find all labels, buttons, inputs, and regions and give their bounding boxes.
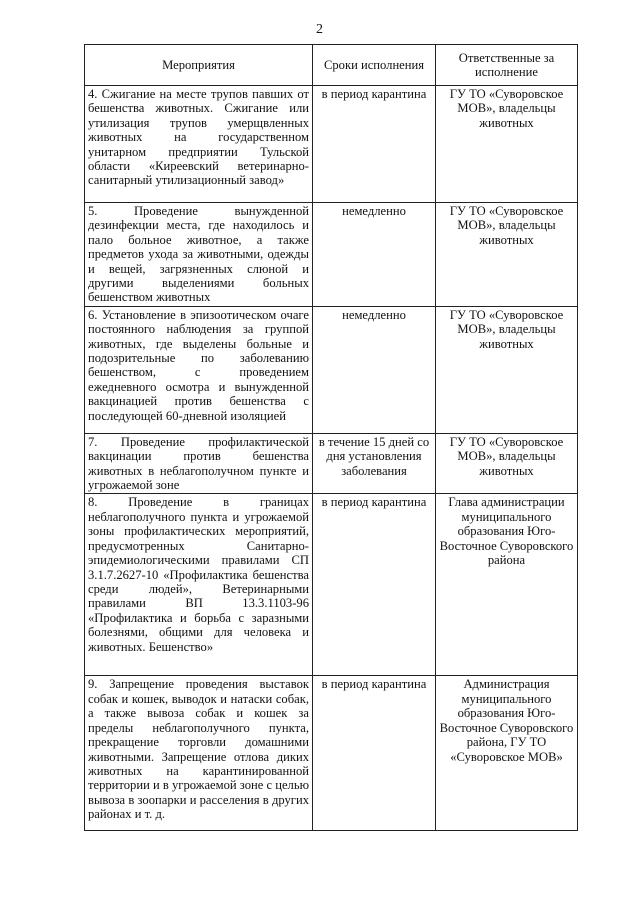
table-header-row (85, 45, 578, 86)
responsible-cell: ГУ ТО «Суворовское МОВ», владельцы животных (436, 306, 578, 433)
measure-cell: 7. Проведение профилактической вакцинации против бешенства животных в неблагополучном пункте и угрожаемой зоне (85, 433, 313, 494)
measure-cell: 5. Проведение вынужденной дезинфекции места, где находилось и пало больное животное, а также предметов ухода за животными, одежды и вещей, загрязненных слюной и другими выделениями больных бешенством животных (85, 203, 313, 307)
term-cell: в течение 15 дней со дня установления заболевания (313, 433, 436, 494)
measure-cell: 6. Установление в эпизоотическом очаге постоянного наблюдения за группой животных, где выделены больные и подозрительные по заболеванию бешенством, с проведением ежедневного осмотра и вынужденной вакцинацией против бешенства с последующей 60-дневной изоляцией (85, 306, 313, 433)
table-row (85, 203, 578, 307)
table-row (85, 306, 578, 433)
header-terms: Сроки исполнения (313, 45, 436, 86)
responsible-cell: Администрация муниципального образования Юго-Восточное Суворовского района, ГУ ТО «Суворовское МОВ» (436, 676, 578, 831)
responsible-cell: ГУ ТО «Суворовское МОВ», владельцы животных (436, 86, 578, 203)
header-measures: Мероприятия (85, 45, 313, 86)
header-responsible: Ответственные за исполнение (436, 45, 578, 86)
responsible-cell: ГУ ТО «Суворовское МОВ», владельцы животных (436, 433, 578, 494)
responsible-cell: ГУ ТО «Суворовское МОВ», владельцы животных (436, 203, 578, 307)
table-row (85, 86, 578, 203)
measure-cell: 8. Проведение в границах неблагополучного пункта и угрожаемой зоны профилактических мероприятий, предусмотренных Санитарно-эпидемиологическими правилами СП 3.1.7.2627-10 «Профилактика бешенства среди людей», Ветеринарными правилами ВП 13.3.1103-96 «Профилактика и борьба с заразными болезнями, общими для человека и животных. Бешенство» (85, 494, 313, 676)
table-row (85, 676, 578, 831)
term-cell: в период карантина (313, 676, 436, 831)
table-row (85, 494, 578, 676)
term-cell: в период карантина (313, 494, 436, 676)
term-cell: в период карантина (313, 86, 436, 203)
responsible-cell: Глава администрации муниципального образования Юго-Восточное Суворовского района (436, 494, 578, 676)
measure-cell: 9. Запрещение проведения выставок собак и кошек, выводок и натаски собак, а также вывоза собак и кошек за пределы неблагополучного пункта, прекращение торговли домашними животными. Запрещение отлова диких животных на карантинированной территории и в угрожаемой зоне с целью вывоза в зоопарки и расселения в других районах и т. д. (85, 676, 313, 831)
table-row (85, 433, 578, 494)
term-cell: немедленно (313, 203, 436, 307)
term-cell: немедленно (313, 306, 436, 433)
page-number: 2 (316, 22, 323, 37)
measures-table (84, 44, 578, 831)
measure-cell: 4. Сжигание на месте трупов павших от бешенства животных. Сжигание или утилизация трупов умерщвленных животных на государственном унитарном предприятии Тульской области «Киреевский ветеринарно-санитарный утилизационный завод» (85, 86, 313, 203)
